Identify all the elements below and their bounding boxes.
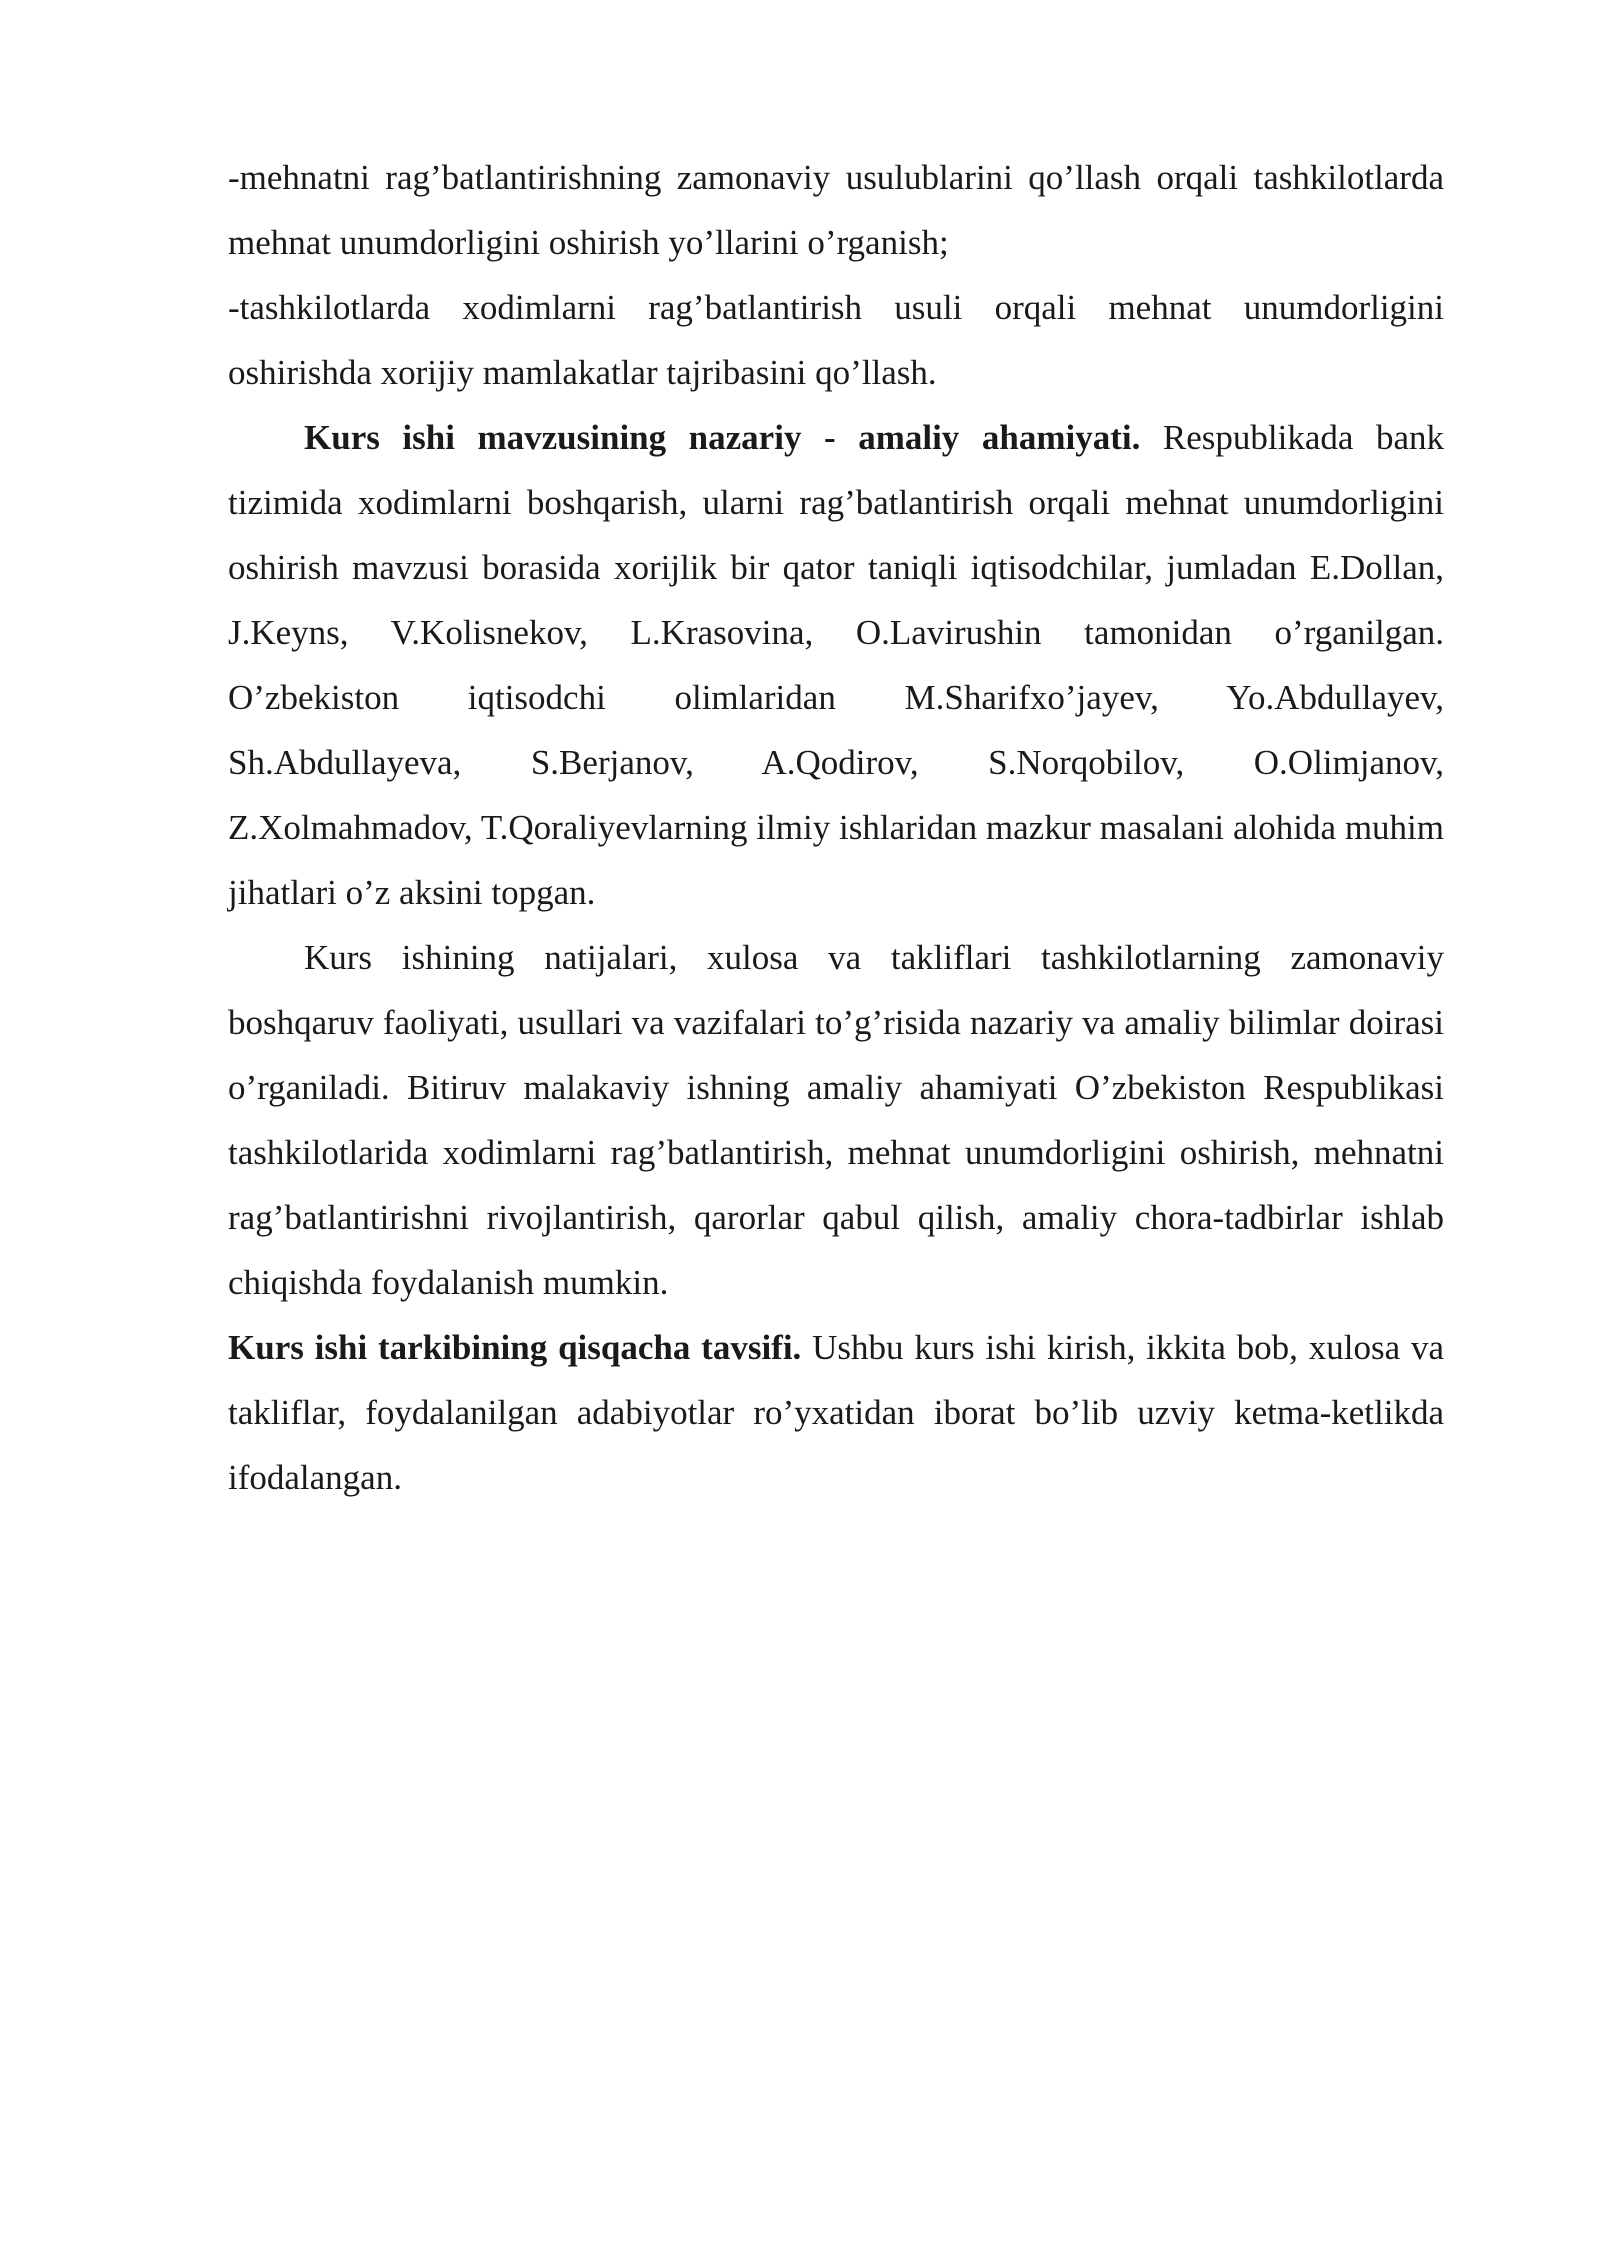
paragraph-text: -mehnatni rag’batlantirishning zamonaviy usulublarini qo’llash orqali tashkilotlarda mehnat unumdorligini oshirish yo’llarini o’rganish; — [228, 158, 1444, 262]
paragraph-text: Ushbu kurs ishi kirish, ikkita bob, xulosa va takliflar, foydalanilgan adabiyotlar ro’yxatidan iborat bo’lib uzviy ketma-ketlikda ifodalangan. — [228, 1328, 1444, 1497]
paragraph-text: Respublikada bank tizimida xodimlarni boshqarish, ularni rag’batlantirish orqali mehnat unumdorligini oshirish mavzusi borasida xorijlik bir qator taniqli iqtisodchilar, jumladan E.Dollan, J.Keyns, V.Kolisnekov, L.Krasovina, O.Lavirushin tamonidan o’rganilgan. O’zbekiston iqtisodchi olimlaridan M.Sharifxo’jayev, Yo.Abdullayev, Sh.Abdullayeva, S.Berjanov, A.Qodirov, S.Norqobilov, O.Olimjanov, Z.Xolmahmadov, T.Qoraliyevlarning ilmiy ishlaridan mazkur masalani alohida muhim jihatlari o’z aksini topgan. — [228, 418, 1444, 912]
paragraph-text: Kurs ishining natijalari, xulosa va takliflari tashkilotlarning zamonaviy boshqaruv faoliyati, usullari va vazifalari to’g’risida nazariy va amaliy bilimlar doirasi o’rganiladi. Bitiruv malakaviy ishning amaliy ahamiyati O’zbekiston Respublikasi tashkilotlarida xodimlarni rag’batlantirish, mehnat unumdorligini oshirish, mehnatni rag’batlantirishni rivojlantirish, qarorlar qabul qilish, amaliy chora-tadbirlar ishlab chiqishda foydalanish mumkin. — [228, 938, 1444, 1302]
paragraph-objective-1 — [228, 145, 1444, 275]
document-page — [228, 145, 1444, 1510]
paragraph-theoretical-significance — [228, 405, 1444, 925]
paragraph-objective-2 — [228, 275, 1444, 405]
paragraph-results — [228, 925, 1444, 1315]
paragraph-text: -tashkilotlarda xodimlarni rag’batlantirish usuli orqali mehnat unumdorligini oshirishda xorijiy mamlakatlar tajribasini qo’llash. — [228, 288, 1444, 392]
paragraph-heading: Kurs ishi mavzusining nazariy - amaliy ahamiyati. — [304, 418, 1141, 457]
paragraph-heading: Kurs ishi tarkibining qisqacha tavsifi. — [228, 1328, 802, 1367]
paragraph-structure-summary — [228, 1315, 1444, 1510]
